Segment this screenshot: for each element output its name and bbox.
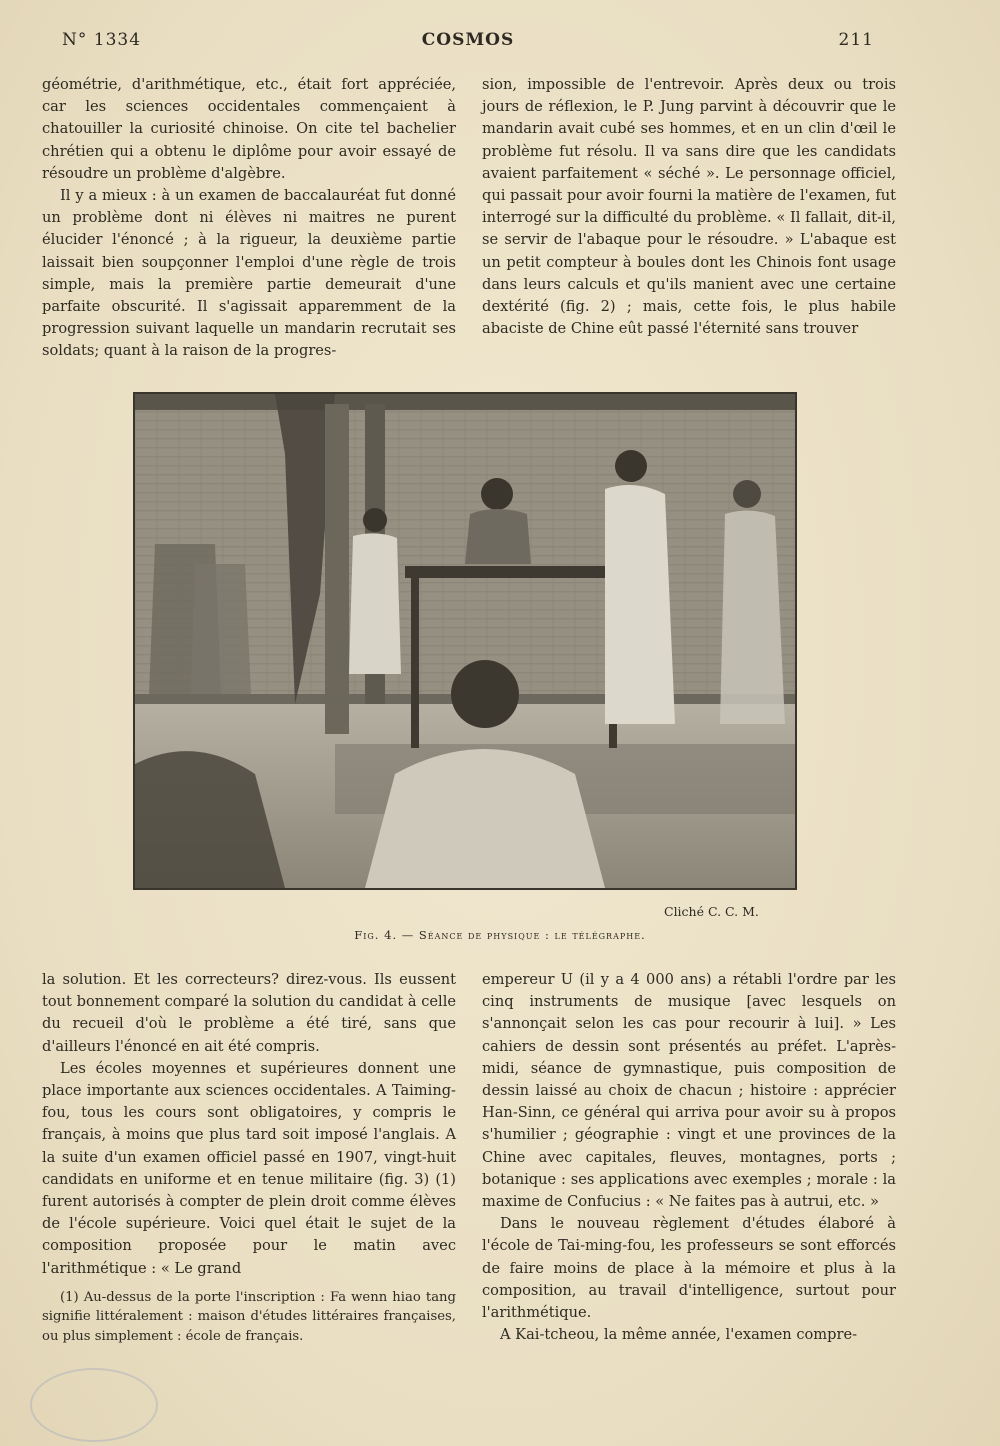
running-head [62,30,874,56]
paragraph: géométrie, d'arithmétique, etc., était fort appréciée, car les sciences occidentales commençaient à chatouiller la curiosité chinoise. On cite tel bachelier chrétien qui a obtenu le diplôme pour avoir essayé de résoudre un problème d'algèbre. [42,76,456,182]
column-bottom-left [42,969,456,1346]
figure-caption: Fig. 4. — Séance de physique : le télégraphe. [354,928,646,942]
column-bottom-right [482,969,896,1346]
journal-title: COSMOS [421,30,515,50]
library-stamp [30,1368,158,1442]
page-number: 211 [838,30,874,50]
paragraph: Les écoles moyennes et supérieures donnent une place importante aux sciences occidentales. A Taiming-fou, tous les cours sont obligatoires, y compris le français, à moins que plus tard soit imposé l'anglais. A la suite d'un examen officiel passé en 1907, vingt-huit candidats en uniforme et en tenue militaire (fig. 3) (1) furent autorisés à compter de plein droit comme élèves de l'école supérieure. Voici quel était le sujet de la composition proposée pour le matin avec l'arithmétique : « Le grand [42,1059,456,1277]
column-top-right [482,74,896,340]
column-top-left [42,74,456,363]
paragraph: la solution. Et les correcteurs? direz-vous. Ils eussent tout bonnement comparé la solution du candidat à celle du recueil d'où le problème a été tiré, sans que d'ailleurs l'énoncé en ait été compris. [42,971,456,1055]
paragraph: Dans le nouveau règlement d'études élaboré à l'école de Tai-ming-fou, les professeurs se sont efforcés de faire moins de place à la mémoire et plus à la composition, au travail d'intelligence, surtout pour l'arithmétique. [482,1215,896,1322]
paragraph: empereur U (il y a 4 000 ans) a rétabli l'ordre par les cinq instruments de musique [avec lesquels on s'annonçait selon les cas pour recourir à lui]. » Les cahiers de dessin sont présentés au préfet. L'après-midi, séance de gymnastique, puis composition de dessin laissé au choix de chacun ; histoire : apprécier Han-Sinn, ce général qui arriva pour avoir su à propos s'humilier ; géographie : vingt et une provinces de la Chine avec capitales, fleuves, montagnes, ports ; botanique : ses applications avec exemples ; morale : la maxime de Confucius : « Ne faites pas à autrui, etc. » [482,971,896,1211]
paragraph: Il y a mieux : à un examen de baccalauréat fut donné un problème dont ni élèves ni maitres ne purent élucider l'énoncé ; à la rigueur, la deuxième partie laissait bien soupçonner l'emploi d'une règle de trois simple, mais la première partie demeurait d'une parfaite obscurité. Il s'agissait apparemment de la progression suivant laquelle un mandarin recrutait ses soldats; quant à la raison de la progres- [42,187,456,360]
issue-number: N° 1334 [62,30,142,50]
footnote: (1) Au-dessus de la porte l'inscription : Fa wenn hiao tang signifie littéralement : maison d'études littéraires françaises, ou plus simplement : école de français. [42,1289,456,1344]
photo-illustration [135,394,795,888]
paragraph: sion, impossible de l'entrevoir. Après deux ou trois jours de réflexion, le P. Jung parvint à découvrir que le mandarin avait cubé ses hommes, et en un clin d'œil le problème fut résolu. Il va sans dire que les candidats avaient parfaitement « séché ». Le personnage officiel, qui passait pour avoir fourni la matière de l'examen, fut interrogé sur la difficulté du problème. « Il fallait, dit-il, se servir de l'abaque pour le résoudre. » L'abaque est un petit compteur à boules dont les Chinois font usage dans leurs calculs et qu'ils manient avec une certaine dextérité (fig. 2) ; mais, cette fois, le plus habile abaciste de Chine eût passé l'éternité sans trouver [482,76,897,338]
figure-photograph-telegraph [133,392,797,890]
figure-credit: Cliché C. C. M. [664,904,759,919]
paragraph: A Kai-tcheou, la même année, l'examen compre- [500,1326,858,1344]
